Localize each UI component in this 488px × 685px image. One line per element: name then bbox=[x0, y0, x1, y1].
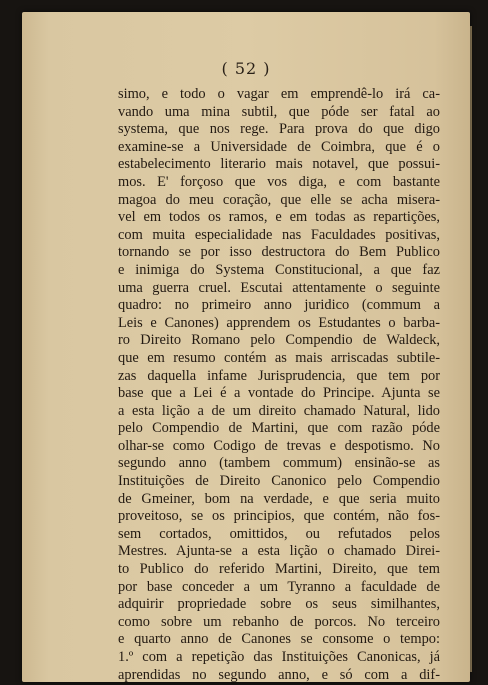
text-line: olhar-se como Codigo de trevas e despotismo. No bbox=[118, 437, 440, 454]
text-line: pelo Compendio de Martini, que com razão póde bbox=[118, 420, 440, 437]
text-line: de Gmeiner, bom na verdade, e que seria muito bbox=[118, 490, 440, 507]
text-line: sem cortados, omittidos, ou refutados pelos bbox=[118, 525, 440, 542]
text-line: e quarto anno de Canones se consome o tempo: bbox=[118, 631, 440, 648]
text-line: aprendidas no segundo anno, e só com a dif- bbox=[118, 666, 440, 683]
text-line: uma guerra cruel. Escutai attentamente o seguinte bbox=[118, 279, 440, 296]
text-line: Mestres. Ajunta-se a esta lição o chamado Direi- bbox=[118, 543, 440, 560]
text-line: simo, e todo o vagar em emprendê-lo irá ca- bbox=[118, 86, 440, 102]
text-line: que em resumo contém as mais arriscadas subtile- bbox=[118, 349, 440, 366]
text-line: por base conceder a um Tyranno a faculdade de bbox=[118, 578, 440, 595]
text-line: segundo anno (tambem commum) ensinão-se as bbox=[118, 455, 440, 472]
text-line: ro Direito Romano pelo Compendio de Waldeck, bbox=[118, 332, 440, 349]
text-line: mos. E' forçoso que vos diga, e com bastante bbox=[118, 173, 440, 190]
text-line: base que a Lei é a vontade do Principe. Ajunta se bbox=[118, 385, 440, 402]
book-page bbox=[22, 12, 470, 682]
text-line: 1.º com a repetição das Instituições Canonicas, já bbox=[118, 649, 440, 665]
text-line: quadro: no primeiro anno juridico (commum a bbox=[118, 297, 440, 314]
text-line: tornando se por isso destructora do Bem Publico bbox=[118, 244, 440, 261]
text-line: examine-se a Universidade de Coimbra, que é o bbox=[118, 138, 440, 155]
text-line: e inimiga do Systema Constitucional, a que faz bbox=[118, 261, 440, 278]
text-line: to Publico do referido Martini, Direito, que tem bbox=[118, 561, 440, 578]
text-line: com muita especialidade nas Faculdades positivas, bbox=[118, 226, 440, 243]
text-line: estabelecimento literario mais notavel, que possui- bbox=[118, 156, 440, 173]
text-line: adquirir propriedade sobre os seus similhantes, bbox=[118, 596, 440, 613]
text-line: Instituições de Direito Canonico pelo Compendio bbox=[118, 473, 440, 490]
text-line: a esta lição a de um direito chamado Natural, lido bbox=[118, 402, 440, 419]
text-line: como sobre um rebanho de porcos. No terceiro bbox=[118, 613, 440, 630]
text-line: Leis e Canones) apprendem os Estudantes o barba- bbox=[118, 314, 440, 331]
page-number: ( 52 ) bbox=[221, 59, 271, 78]
body-text bbox=[118, 86, 440, 684]
text-line: vando uma mina subtil, que póde ser fatal ao bbox=[118, 103, 440, 120]
text-line: magoa do meu coração, que elle se acha misera- bbox=[118, 191, 440, 208]
text-line: zas daquella infame Jurisprudencia, que tem por bbox=[118, 367, 440, 384]
text-line: proveitoso, se os principios, que contém, não fos- bbox=[118, 508, 440, 525]
text-line: vel em todos os ramos, e em todas as repartições, bbox=[118, 209, 440, 226]
text-line: systema, que nos rege. Para prova do que digo bbox=[118, 121, 440, 138]
